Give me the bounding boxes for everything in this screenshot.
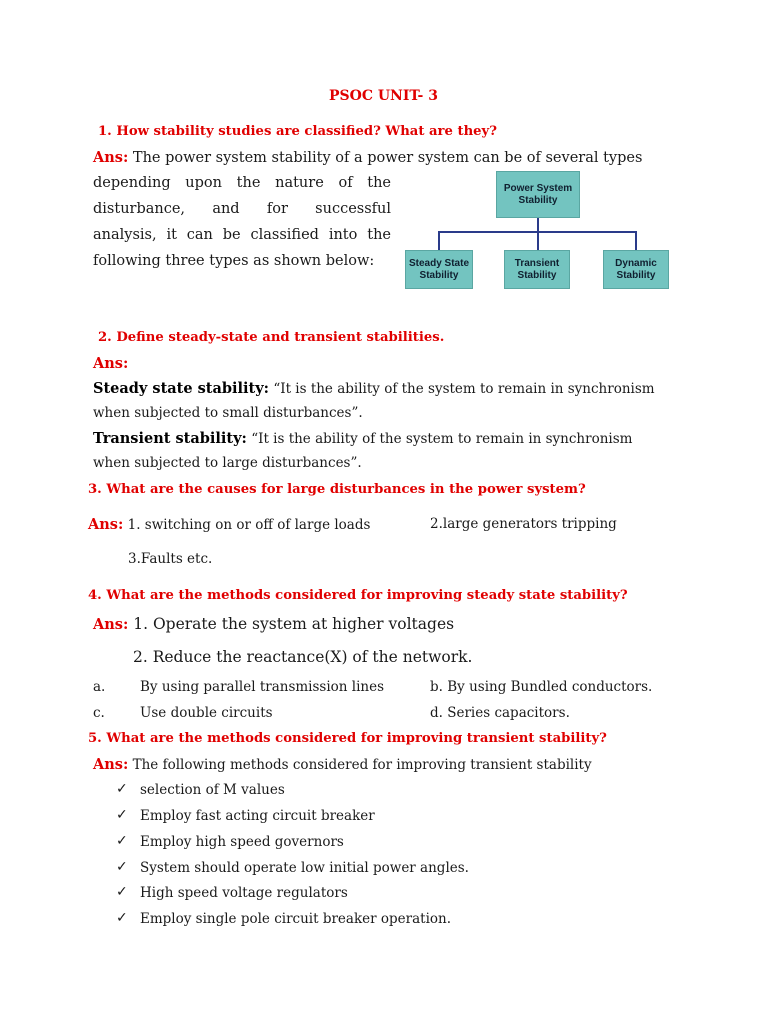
q1-text-line3: disturbance, and for successful xyxy=(93,201,391,217)
transient-definition xyxy=(93,430,632,447)
q1-answer-line1 xyxy=(93,149,642,166)
q4-sub-d-marker: d. xyxy=(430,705,443,721)
q1-text-line2: depending upon the nature of the xyxy=(93,175,391,191)
question-4: 4. What are the methods considered for improving steady state stability? xyxy=(88,588,628,603)
page-title: PSOC UNIT- 3 xyxy=(329,88,438,104)
question-2: 2. Define steady-state and transient stabilities. xyxy=(98,330,445,345)
q4-sub-b xyxy=(430,679,652,695)
q4-sub-a-marker: a. xyxy=(93,679,106,695)
q4-answer-line1 xyxy=(93,615,454,633)
list-item: System should operate low initial power angles. xyxy=(140,860,469,876)
q5-ans-label: Ans: xyxy=(93,756,129,773)
q3-ans-label: Ans: xyxy=(88,516,124,533)
steady-state-text2: when subjected to small disturbances”. xyxy=(93,405,363,421)
transient-text1: “It is the ability of the system to remain in synchronism xyxy=(251,431,633,447)
transient-text2: when subjected to large disturbances”. xyxy=(93,455,362,471)
diagram-child-dynamic: Dynamic Stability xyxy=(603,250,669,289)
q4-sub-c-text: Use double circuits xyxy=(140,705,273,721)
transient-label: Transient stability: xyxy=(93,430,247,447)
q4-item1: 1. Operate the system at higher voltages xyxy=(133,615,455,633)
q1-text-line5: following three types as shown below: xyxy=(93,253,375,269)
diagram-child-transient: Transient Stability xyxy=(504,250,570,289)
list-item: selection of M values xyxy=(140,782,285,798)
q4-ans-label: Ans: xyxy=(93,616,129,633)
question-1: 1. How stability studies are classified? What are they? xyxy=(98,124,497,139)
q4-sub-d-text: Series capacitors. xyxy=(447,705,570,721)
diagram-left-connector xyxy=(438,231,440,251)
q5-intro-text: The following methods considered for improving transient stability xyxy=(132,757,592,773)
q4-sub-c-marker: c. xyxy=(93,705,105,721)
question-5: 5. What are the methods considered for improving transient stability? xyxy=(88,731,607,746)
list-item: Employ single pole circuit breaker operation. xyxy=(140,911,451,927)
check-icon: ✓ xyxy=(116,859,128,875)
list-item: Employ fast acting circuit breaker xyxy=(140,808,375,824)
q1-text-line4: analysis, it can be classified into the xyxy=(93,227,391,243)
q4-item2: 2. Reduce the reactance(X) of the network. xyxy=(133,648,473,666)
diagram-middle-connector xyxy=(537,231,539,251)
q3-item1: 1. switching on or off of large loads xyxy=(127,517,371,533)
check-icon: ✓ xyxy=(116,910,128,926)
q4-sub-d xyxy=(430,705,570,721)
diagram-right-connector xyxy=(635,231,637,251)
steady-state-definition xyxy=(93,380,655,397)
diagram-root-connector xyxy=(537,218,539,232)
q4-sub-b-text: By using Bundled conductors. xyxy=(447,679,653,695)
check-icon: ✓ xyxy=(116,807,128,823)
q2-ans-label: Ans: xyxy=(93,355,129,372)
q3-item2: 2.large generators tripping xyxy=(430,516,617,532)
steady-state-label: Steady state stability: xyxy=(93,380,270,397)
check-icon: ✓ xyxy=(116,781,128,797)
diagram-child-steady-state: Steady State Stability xyxy=(405,250,473,289)
q4-sub-a-text: By using parallel transmission lines xyxy=(140,679,385,695)
list-item: High speed voltage regulators xyxy=(140,885,348,901)
q5-answer-intro xyxy=(93,756,592,773)
diagram-root-box: Power System Stability xyxy=(496,171,580,218)
check-icon: ✓ xyxy=(116,884,128,900)
question-3: 3. What are the causes for large disturbances in the power system? xyxy=(88,482,586,497)
ans-label: Ans: xyxy=(93,149,129,166)
q1-text-line1: The power system stability of a power system can be of several types xyxy=(132,150,643,166)
q3-answer-line1 xyxy=(88,516,370,533)
q3-item3: 3.Faults etc. xyxy=(128,551,213,567)
check-icon: ✓ xyxy=(116,833,128,849)
q4-sub-b-marker: b. xyxy=(430,679,443,695)
steady-state-text1: “It is the ability of the system to remain in synchronism xyxy=(273,381,655,397)
list-item: Employ high speed governors xyxy=(140,834,344,850)
